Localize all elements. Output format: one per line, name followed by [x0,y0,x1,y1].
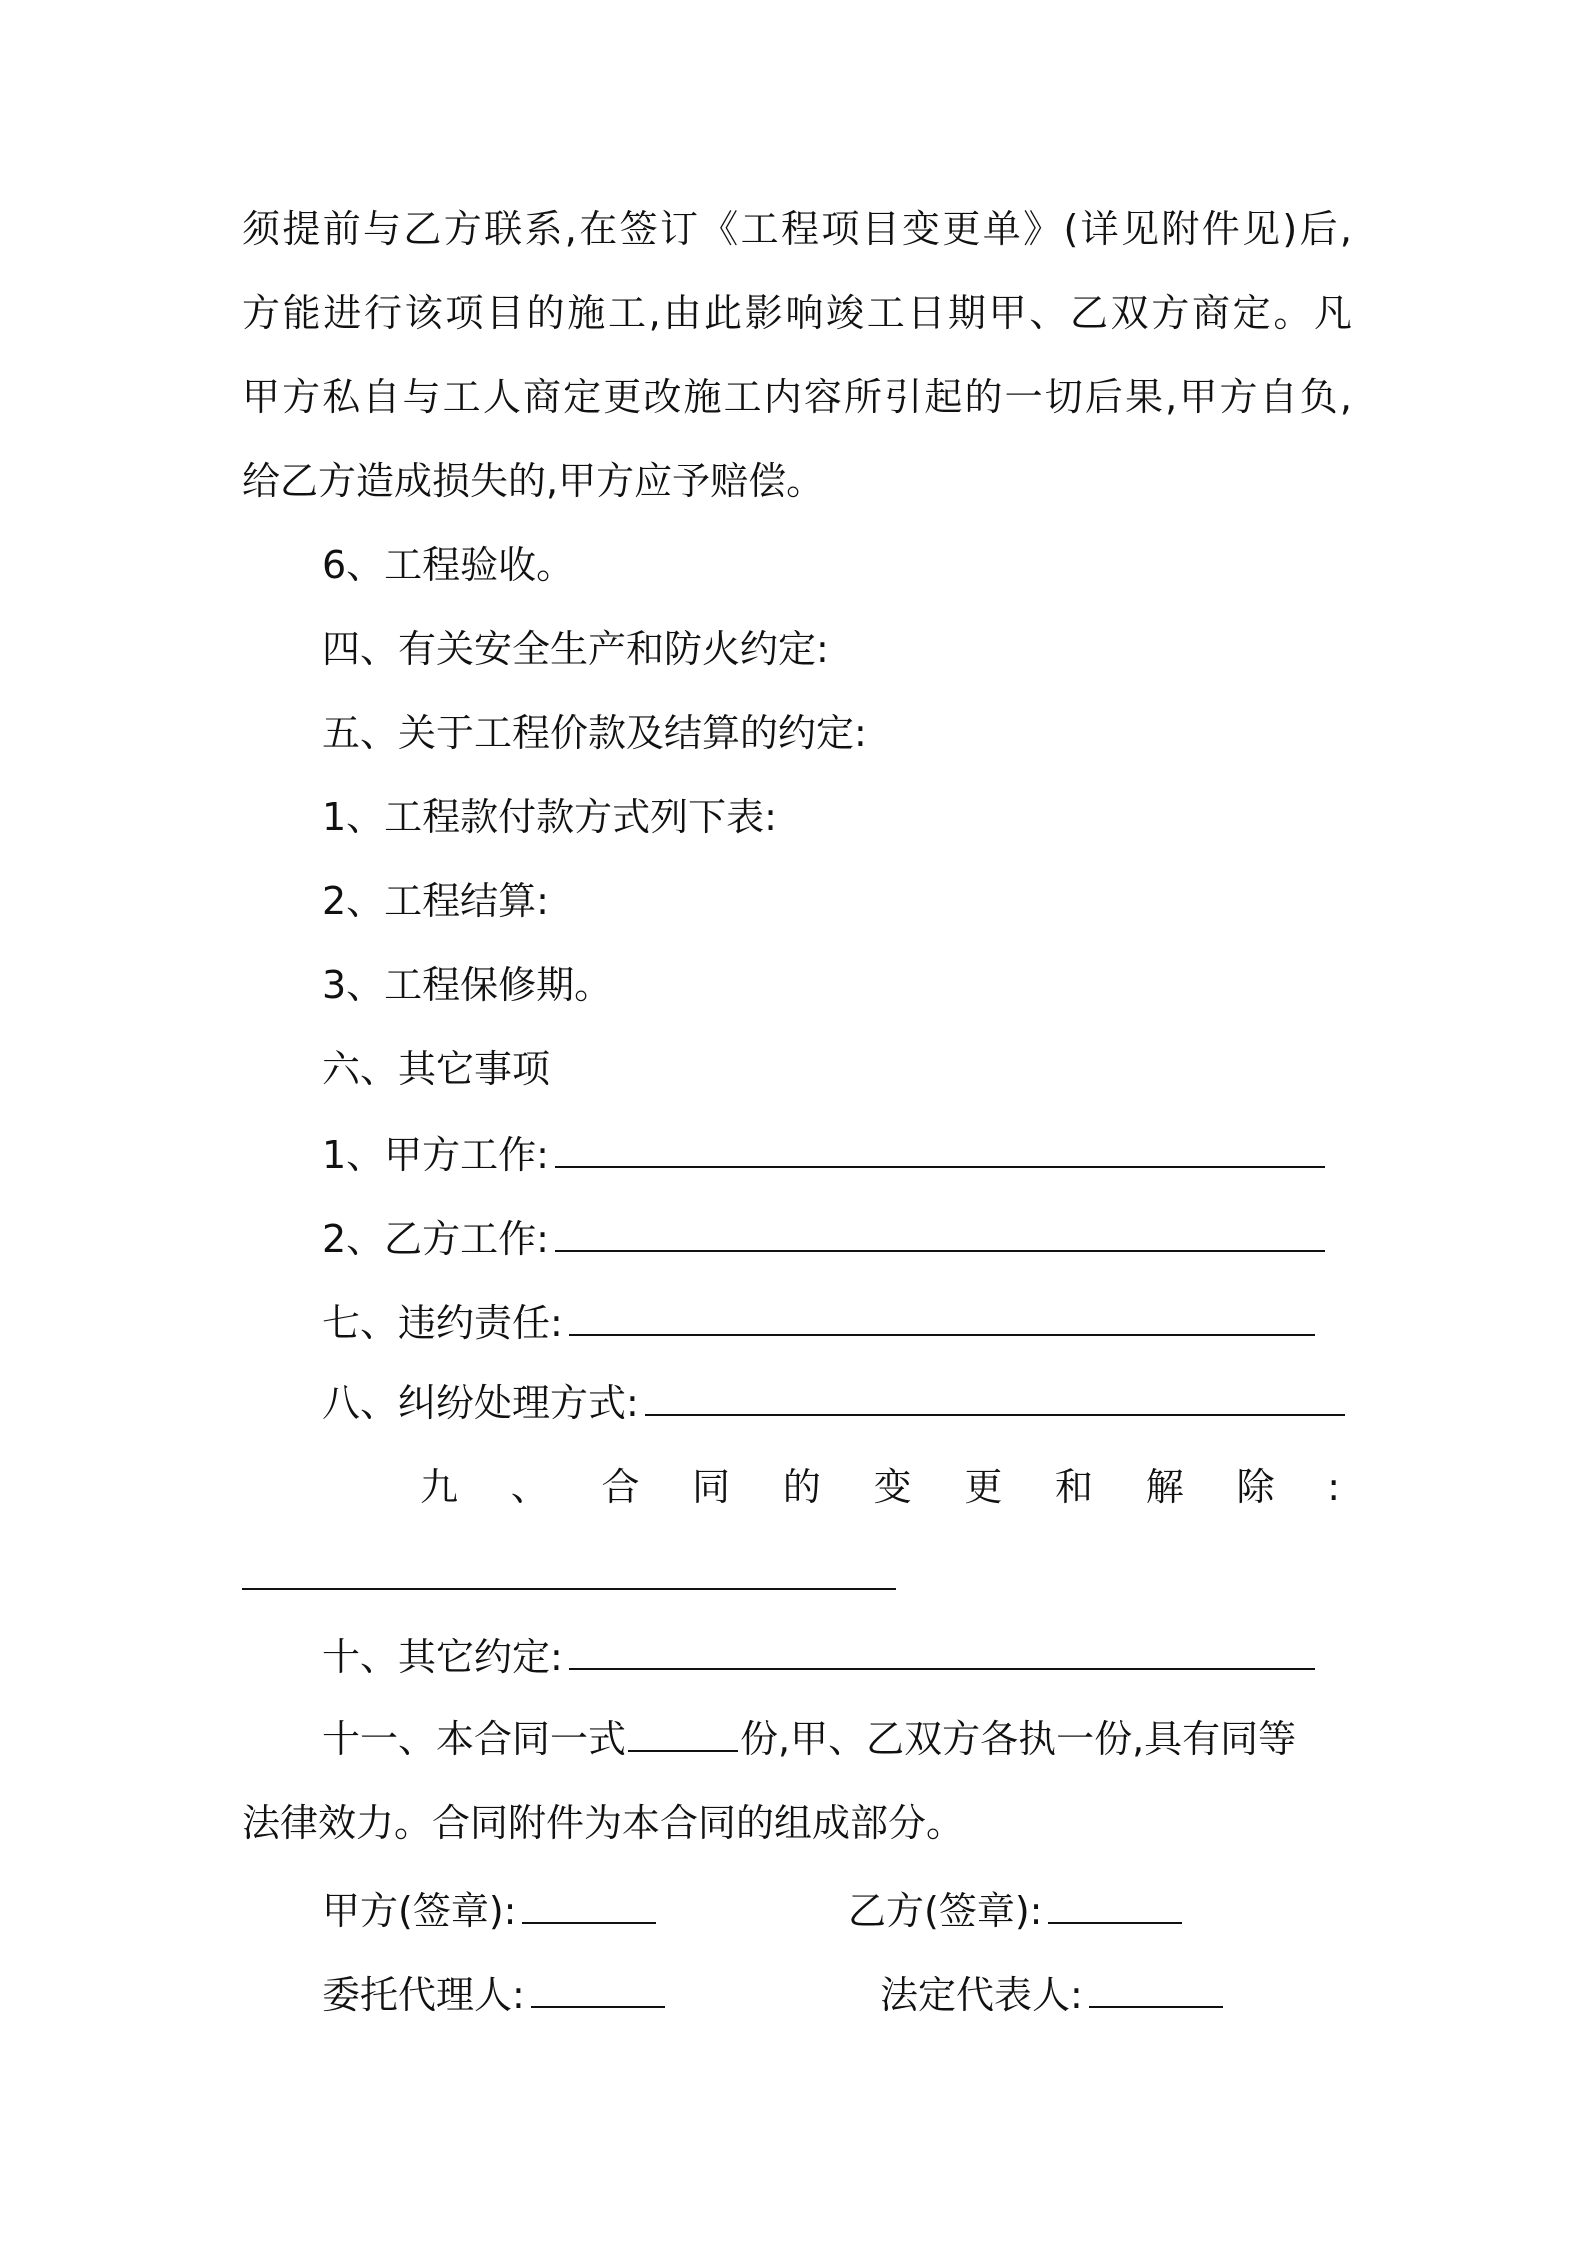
item-payment-method: 1、工程款付款方式列下表: [322,795,777,839]
item-settlement: 2、工程结算: [322,879,549,923]
s9-char: 、 [510,1465,549,1509]
agent-signature-blank[interactable] [531,1972,665,2008]
s9-char: 同 [692,1465,731,1509]
s9-char: : [1327,1465,1340,1509]
agent-signature [322,1972,665,2018]
dispute-label: 八、纠纷处理方式: [322,1381,639,1425]
party-b-signature [848,1888,1182,1934]
section-dispute [322,1380,1345,1426]
other-agreements-label: 十、其它约定: [322,1635,563,1679]
s9-char: 变 [873,1465,912,1509]
s9-char: 解 [1145,1465,1184,1509]
section-amend-terminate [420,1464,1340,1510]
s9-char: 合 [601,1465,640,1509]
breach-blank[interactable] [569,1300,1315,1336]
party-a-signature-label: 甲方(签章): [322,1889,517,1933]
paragraph-line-4: 给乙方造成损失的,甲方应予赔偿。 [242,459,825,503]
party-b-work-blank[interactable] [555,1216,1325,1252]
s9-char: 和 [1055,1465,1094,1509]
party-b-signature-blank[interactable] [1048,1888,1182,1924]
s9-char: 的 [782,1465,821,1509]
s9-char: 九 [420,1465,459,1509]
item-acceptance: 6、工程验收。 [322,543,575,587]
breach-label: 七、违约责任: [322,1301,563,1345]
party-a-signature-blank[interactable] [522,1888,656,1924]
section-other-matters: 六、其它事项 [322,1047,551,1091]
agent-signature-label: 委托代理人: [322,1973,525,2017]
copies-label-a: 十一、本合同一式 [322,1717,627,1761]
legal-rep-signature-blank[interactable] [1089,1972,1223,2008]
s9-char: 除 [1236,1465,1275,1509]
item-party-a-work [322,1132,1325,1178]
paragraph-line-2: 方能进行该项目的施工,由此影响竣工日期甲、乙双方商定。凡 [242,291,1352,335]
amend-terminate-blank[interactable] [242,1588,896,1590]
party-a-work-blank[interactable] [555,1132,1325,1168]
paragraph-line-1: 须提前与乙方联系,在签订《工程项目变更单》(详见附件见)后, [242,207,1352,251]
legal-rep-signature [880,1972,1223,2018]
party-b-work-label: 2、乙方工作: [322,1217,549,1261]
copies-label-b: 份,甲、乙双方各执一份,具有同等 [740,1717,1297,1761]
party-a-signature [322,1888,656,1934]
copies-count-blank[interactable] [628,1716,738,1752]
item-warranty: 3、工程保修期。 [322,963,613,1007]
party-a-work-label: 1、甲方工作: [322,1133,549,1177]
section-copies [322,1716,1296,1762]
section-safety: 四、有关安全生产和防火约定: [322,627,829,671]
party-b-signature-label: 乙方(签章): [848,1889,1043,1933]
paragraph-line-3: 甲方私自与工人商定更改施工内容所引起的一切后果,甲方自负, [242,375,1352,419]
section-payment: 五、关于工程价款及结算的约定: [322,711,867,755]
s9-char: 更 [964,1465,1003,1509]
other-agreements-blank[interactable] [569,1634,1315,1670]
section-breach [322,1300,1315,1346]
legal-rep-signature-label: 法定代表人: [880,1973,1083,2017]
item-party-b-work [322,1216,1325,1262]
section-copies-line-2: 法律效力。合同附件为本合同的组成部分。 [242,1801,965,1845]
section-other-agreements [322,1634,1315,1680]
dispute-blank[interactable] [645,1380,1345,1416]
